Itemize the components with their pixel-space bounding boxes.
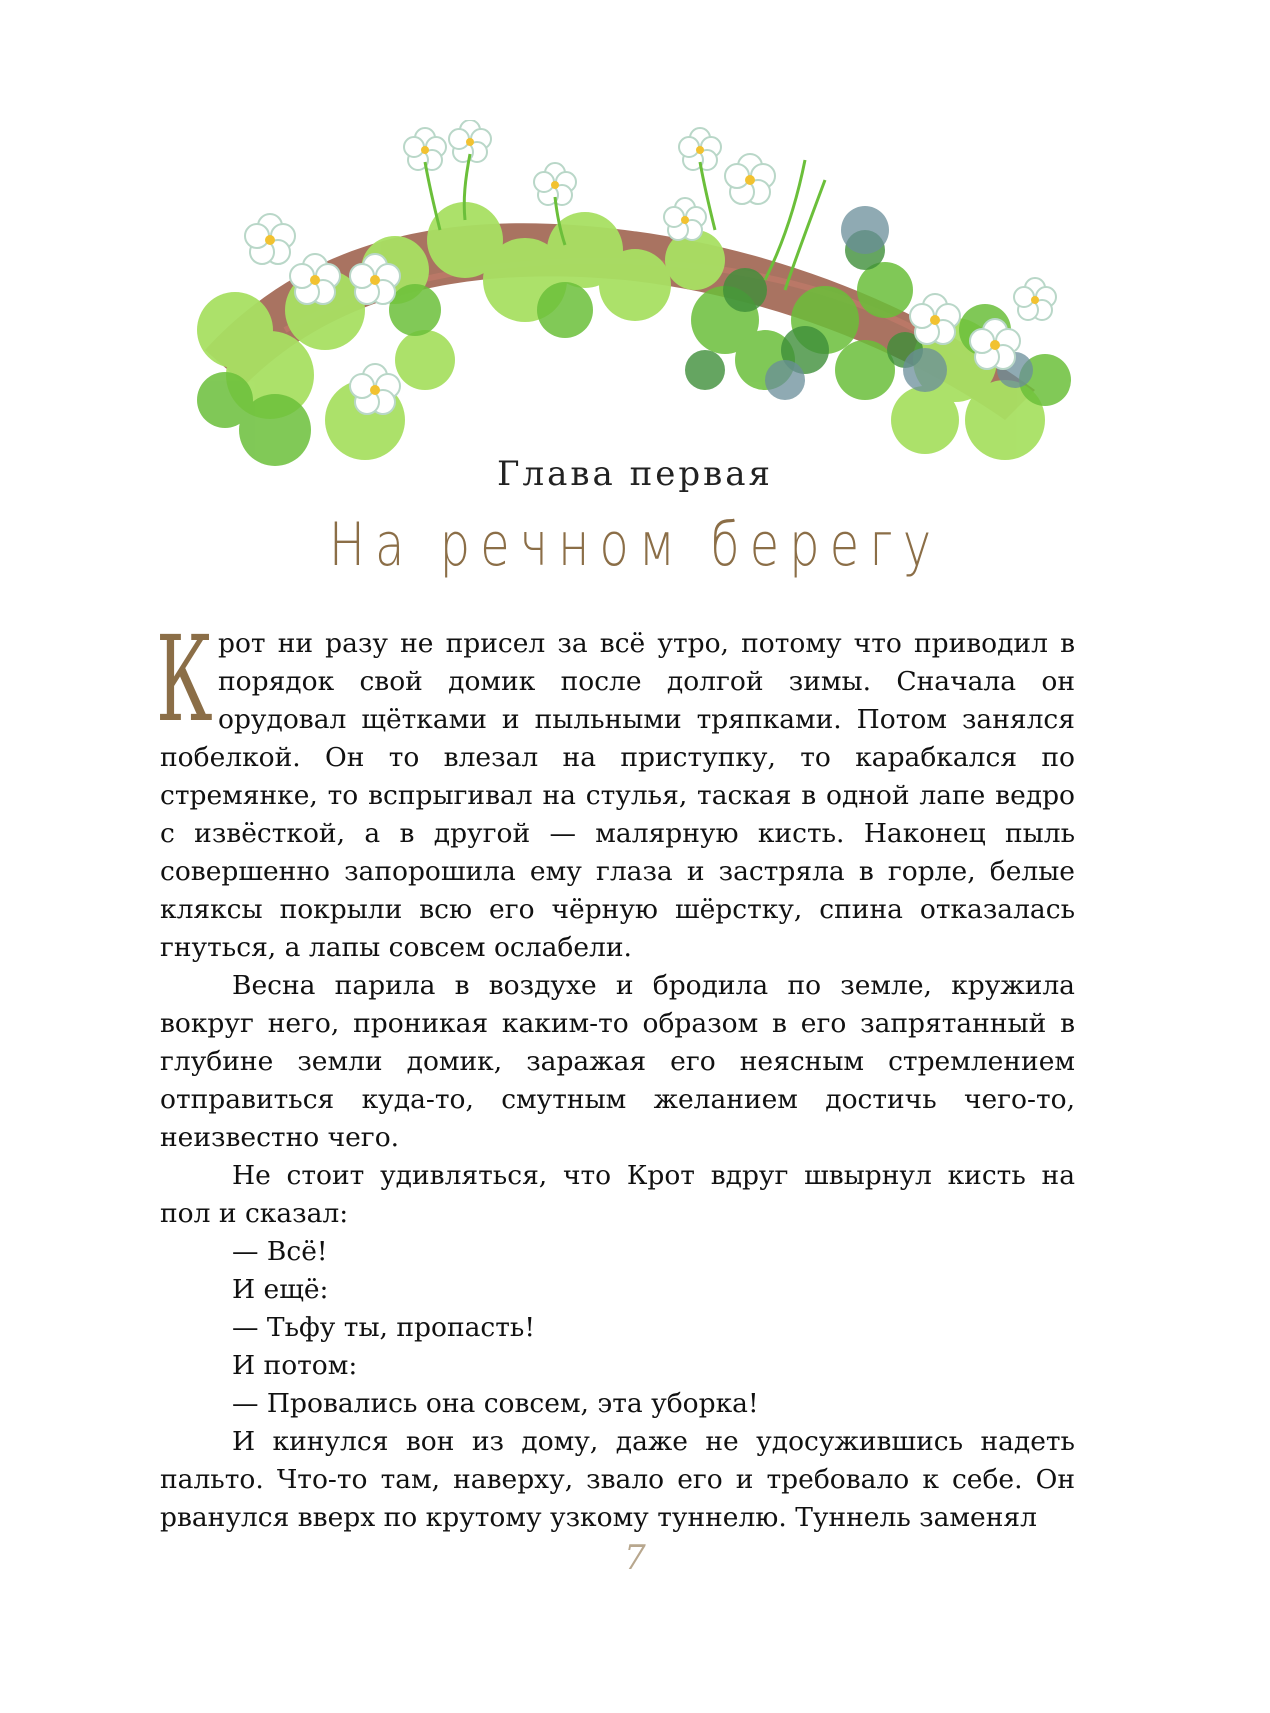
paragraph: И кинулся вон из дому, даже не удосужившись надеть пальто. Что-то там, наверху, звало его и требовало к себе. Он рванулся вверх по крутому узкому туннелю. Туннель заменял (160, 1426, 1075, 1533)
flower-vignette-icon (165, 120, 1080, 500)
dialog-line: И потом: (232, 1350, 358, 1381)
dialog-line: И ещё: (232, 1274, 329, 1305)
dialog-line: — Провались она совсем, эта уборка! (232, 1388, 759, 1419)
dialog-line: — Всё! (232, 1236, 328, 1267)
page-number: 7 (624, 1538, 646, 1578)
paragraph (156, 610, 1075, 967)
paragraph: Не стоит удивляться, что Крот вдруг швырнул кисть на пол и сказал: (160, 1160, 1075, 1229)
chapter-label: Глава первая (496, 454, 773, 494)
paragraph: Весна парила в воздухе и бродила по земле, кружила вокруг него, проникая каким-то образом в его запрятанный в глубине земли домик, заражая его неясным стремлением отправиться куда-то, смутным желанием достичь чего-то, неизвестно чего. (160, 970, 1075, 1153)
chapter-title: На речном берегу (328, 510, 942, 580)
dialog-line: — Тьфу ты, пропасть! (232, 1312, 536, 1343)
drop-cap: К (156, 610, 213, 748)
body-text (156, 610, 1075, 1537)
paragraph-text: рот ни разу не присел за всё утро, потому что приводил в порядок свой домик после долгой зимы. Сначала он орудовал щётками и пыльными тряпками. Потом занялся побелкой. Он то влезал на приступку, то карабкался по стремянке, то вспрыгивал на стулья, таская в одной лапе ведро с извёсткой, а в другой — малярную кисть. Наконец пыль совершенно запорошила ему глаза и застряла в горле, белые кляксы покрыли всю его чёрную шёрстку, спина отказалась гнуться, а лапы совсем ослабели. (160, 628, 1075, 963)
